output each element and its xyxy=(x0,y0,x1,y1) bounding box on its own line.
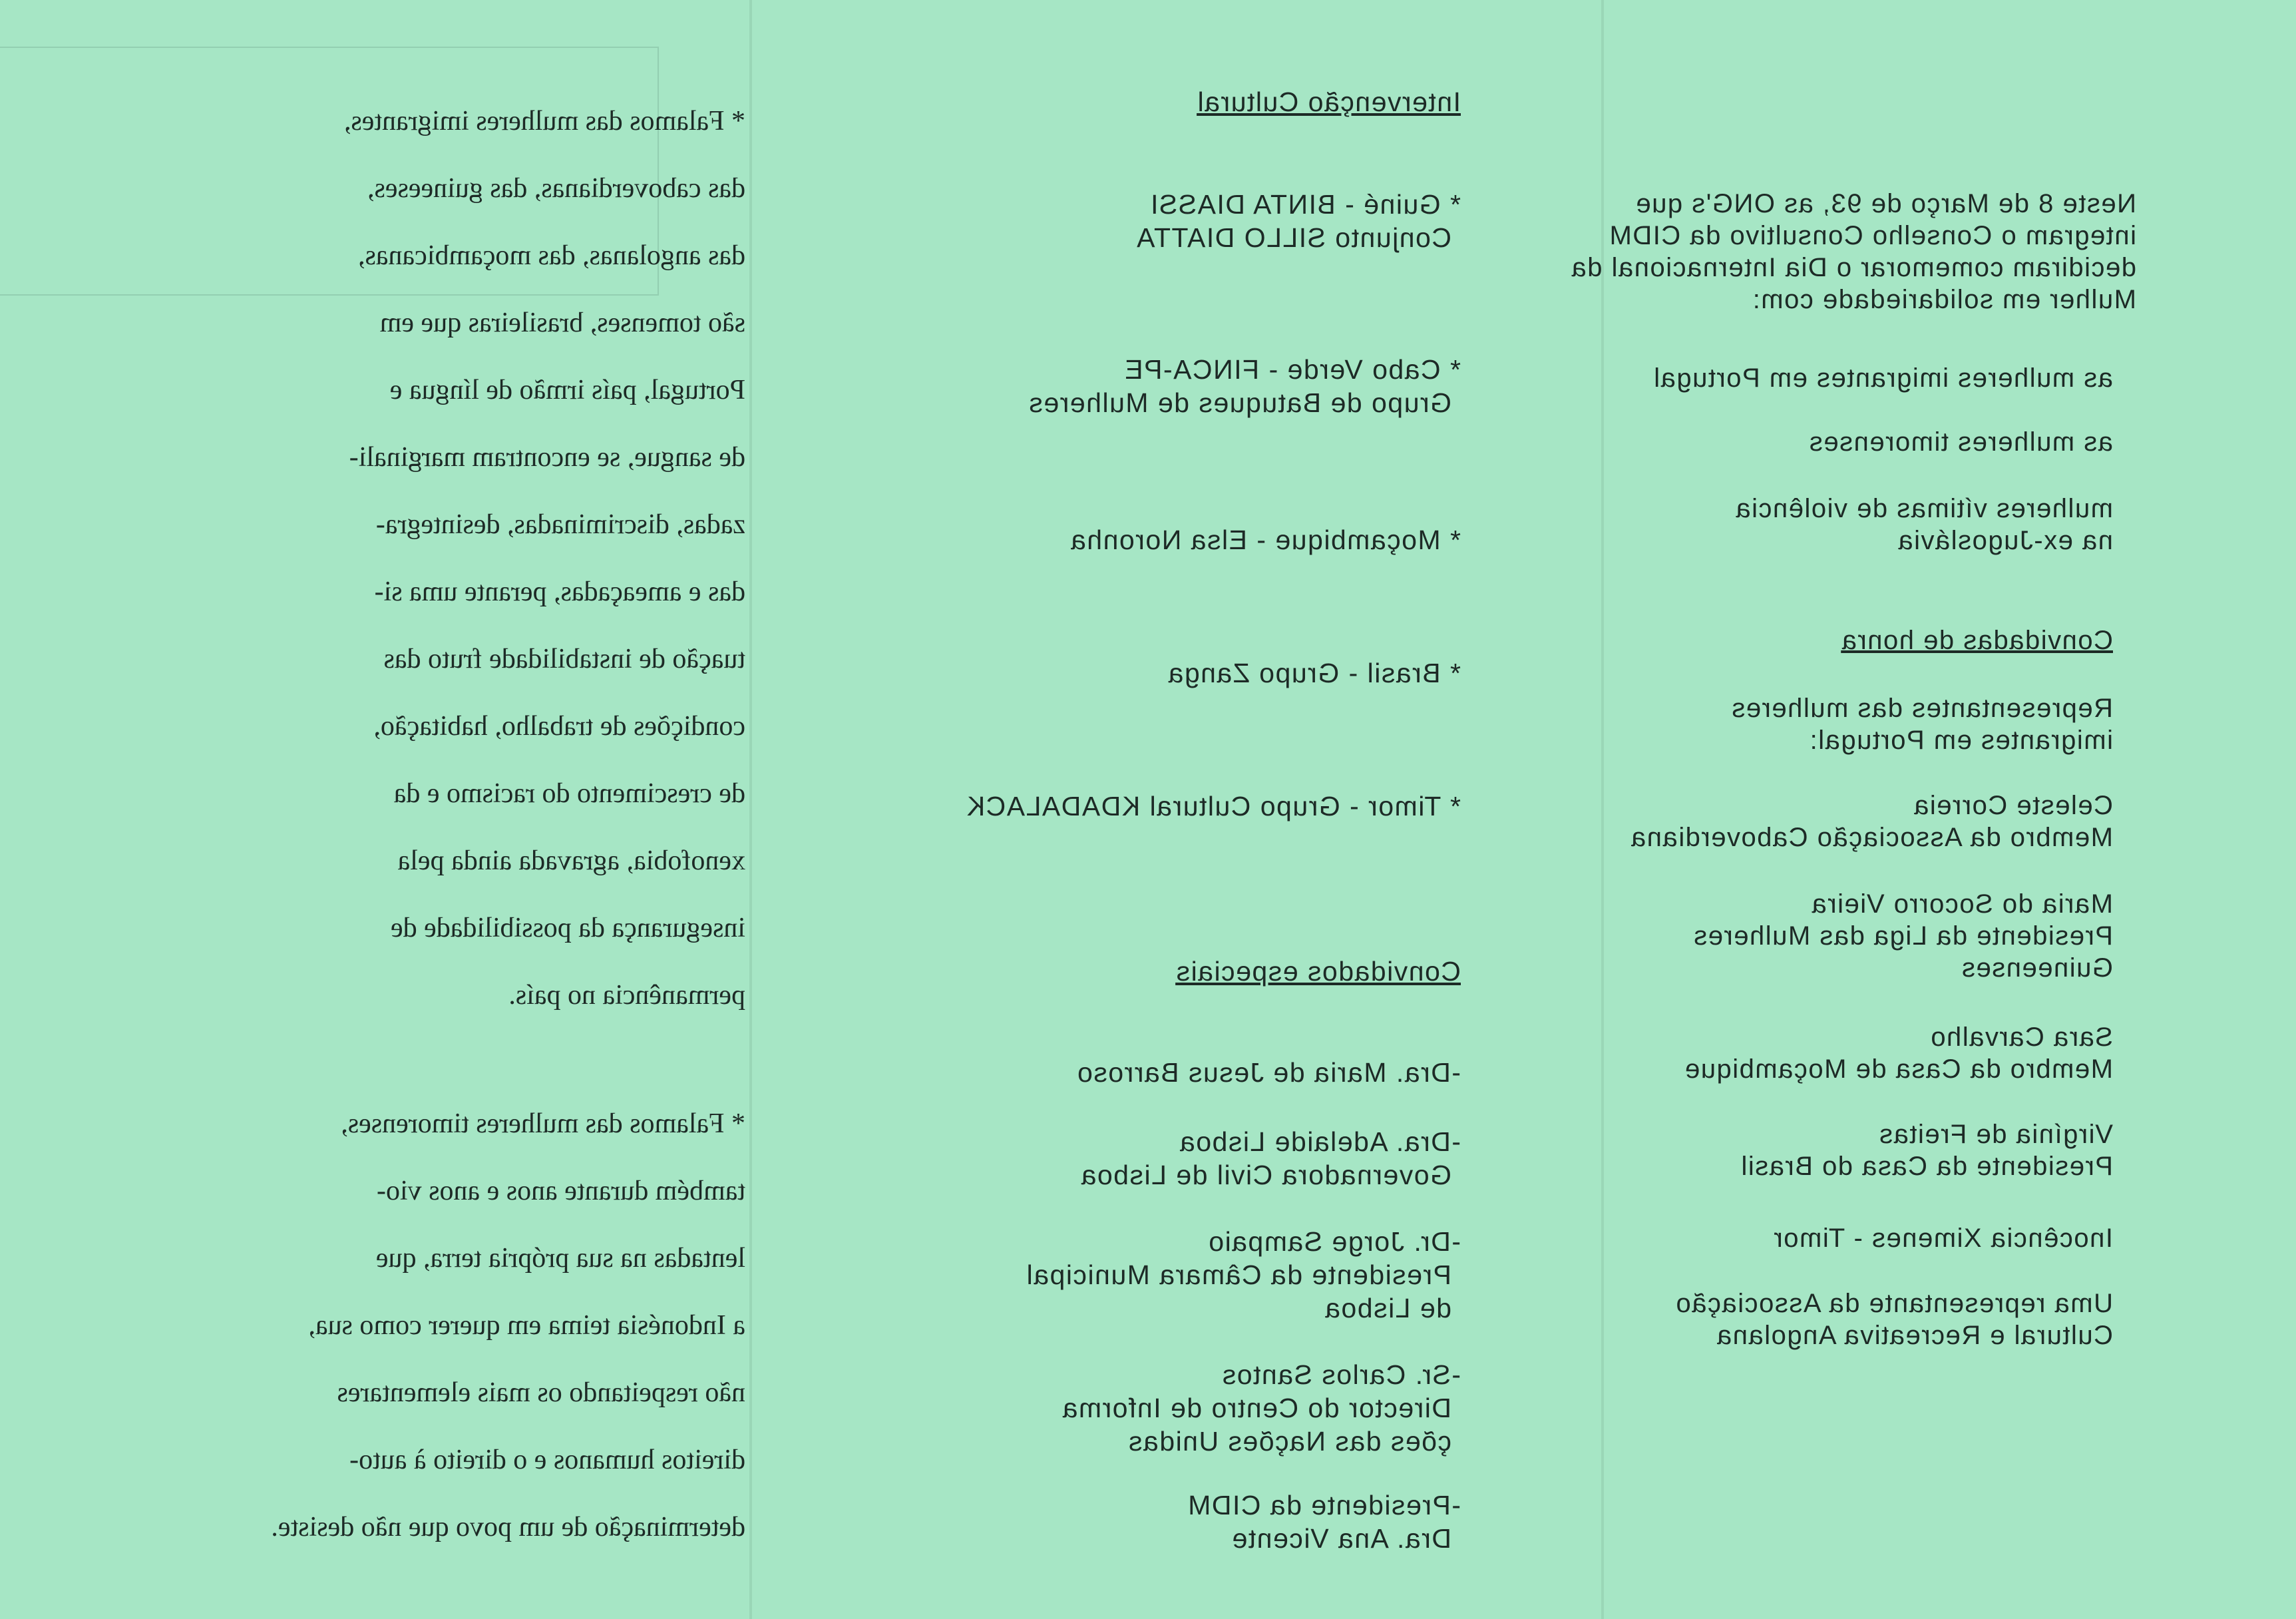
special-guest: -Presidente da CIDM Dra. Ana Vicente xyxy=(1187,1490,1461,1554)
special-guest: -Sr. Carlos Santos Director do Centro de Informa ções das Nações Unidas xyxy=(1061,1359,1461,1457)
cultural-item: * Brasil - Grupo Zanga xyxy=(1167,658,1461,688)
panel-cidm xyxy=(1570,0,2249,1619)
solidarity-group: mulheres vítimas de violência na ex-Jugoslávia xyxy=(1734,494,2113,555)
panel-text xyxy=(53,0,825,1619)
solidarity-group: as mulheres timorenses xyxy=(1808,427,2113,457)
timorese-paragraph: * Falamos das mulheres timorenses, também durante anos e anos vio- lentadas na sua própria terra, que a Indonésia teima em querer como sua, não respeitando os mais elementares direitos humanos e o direito à auto- determinação de um povo que não desiste. xyxy=(271,1108,745,1542)
special-heading: Convidados especiais xyxy=(1175,956,1461,987)
guest-entry: Maria do Socorro Vieira Presidente da Liga das Mulheres Guineenses xyxy=(1692,889,2113,983)
guest-entry: Inocência Ximenes - Timor xyxy=(1772,1224,2113,1253)
cultural-heading: Intervenção Cultural xyxy=(1197,87,1461,117)
special-guest: -Dra. Adelaide Lisboa Governadora Civil de Lisboa xyxy=(1080,1126,1461,1190)
solidarity-group: as mulheres imigrantes em Portugal xyxy=(1652,363,2113,393)
cultural-item: * Guiné - BINTA DIASSI Conjunto SILLO DIATTA xyxy=(1135,189,1461,253)
guest-entry: Representantes das mulheres imigrantes em Portugal: xyxy=(1730,694,2113,755)
cultural-item: * Timor - Grupo Cultural KDADALACK xyxy=(966,791,1461,821)
special-guest: -Dra. Maria de Jesus Barroso xyxy=(1076,1057,1461,1088)
special-guest: -Dr. Jorge Sampaio Presidente da Câmara Municipal de Lisboa xyxy=(1026,1226,1461,1323)
guest-entry: Virgínia de Freitas Presidente da Casa do Brasil xyxy=(1740,1120,2113,1181)
intro-paragraph: Neste 8 de Março de 93, as ONG's que integram o Conselho Consultivo da CIDM decidiram comemorar o Dia Internacional da Mulher em solidariedade com: xyxy=(1570,189,2136,314)
cultural-item: * Moçambique - Elsa Noronha xyxy=(1069,525,1461,555)
cultural-item: * Cabo Verde - FINCA-PE Grupo de Batuques de Mulheres xyxy=(1028,354,1461,418)
panel-programme xyxy=(839,0,1504,1619)
guest-entry: Sara Carvalho Membro da Casa de Moçambique xyxy=(1684,1023,2113,1084)
guests-heading: Convidadas de honra xyxy=(1841,626,2113,655)
guest-entry: Celeste Correia Membro da Associação Caboverdiana xyxy=(1630,791,2113,852)
guest-entry: Uma representante da Associação Cultural e Recreativa Angolana xyxy=(1675,1289,2113,1350)
immigrants-paragraph: * Falamos das mulheres imigrantes, das caboverdianas, das guineeses, das angolanas, das moçambicanas, são tomenses, brasileiras que em Portugal, país irmão de língua e de sangue, se encontram marginali- zadas, discriminadas, desintegra- das e ameaçadas, perante uma si- tuação de instabilidade fruto das condições de trabalho, habitação, de crescimento do racismo e da xenofobia, agravada ainda pela insegurança da possibilidade de permanência no país. xyxy=(343,106,745,1011)
